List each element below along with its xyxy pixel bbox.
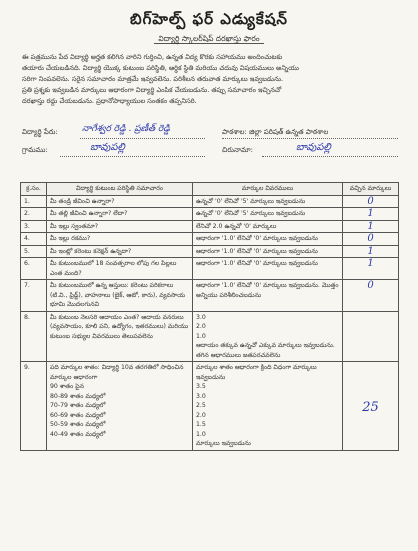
village-label: గ్రామము: xyxy=(22,146,48,154)
row-question: మీ కుటుంబ నెలసరి ఆదాయం ఎంత? ఆదాయ వనరులు (వ్యవసాయం, కూలి పని, ఉద్యోగం, ఇతరములు) మరియు కుటుంబ సభ్యుల వివరములు తెలుపవలెను xyxy=(47,311,193,362)
row-number: 4. xyxy=(21,233,47,246)
row-question: మీ తండ్రి జీవించి ఉన్నారా? xyxy=(47,195,193,208)
table-row xyxy=(21,258,399,280)
village-value: బావుపల్లి xyxy=(90,142,125,153)
row9-range-value: 3.0 xyxy=(196,392,206,400)
row-criteria: ఆధారంగా '1.0' లేనిచో '0' మార్కులు ఇవ్వబడును. మొత్తం అన్నియు పరిశీలించబడును xyxy=(193,280,343,312)
row9-range-label: 90 శాతం పైన xyxy=(50,383,84,390)
form-subtitle-text: విద్యార్థి స్కాలర్‌షిప్ దరఖాస్తు ఫారం xyxy=(154,34,263,44)
row-number: 8. xyxy=(21,311,47,362)
row8-scale-value: 2.0 xyxy=(196,323,206,330)
village-line xyxy=(60,156,205,157)
table-row xyxy=(21,311,399,362)
form-title: బిగ్‌హెల్ప్ ఫర్ ఎడ్యుకేషన్ xyxy=(130,10,288,28)
table-row xyxy=(21,233,399,246)
row9-range-label: 80-89 శాతం మధ్యలో xyxy=(50,392,106,400)
row-question: మీ ఇల్లు స్వంతమా? xyxy=(47,220,193,233)
row-mark-cell xyxy=(343,258,399,280)
address-label: చిరునామా: xyxy=(222,146,254,154)
student-name-label: విద్యార్థి పేరు: xyxy=(22,128,58,136)
row-mark: 0 xyxy=(367,233,374,244)
col-header-number: క్ర.సం. xyxy=(21,183,47,196)
row-question xyxy=(47,362,193,451)
col-header-question: విద్యార్థి కుటుంబ పరిస్థితి సమాచారం xyxy=(47,183,193,196)
row9-range-value: 3.5 xyxy=(196,383,206,390)
row-criteria: లేనిచో 2.0 ఉన్నచో '0' మార్కులు xyxy=(193,220,343,233)
row-number: 9. xyxy=(21,362,47,451)
row-criteria: ఆధారంగా '1.0' లేనిచో '0' మార్కులు ఇవ్వబడును xyxy=(193,258,343,280)
row-number: 2. xyxy=(21,208,47,221)
row8-scale-value: 3.0 xyxy=(196,313,206,321)
intro-paragraph xyxy=(22,52,400,107)
row-mark: 0 xyxy=(367,280,374,291)
row9-range-label: 60-69 శాతం మధ్యలో xyxy=(50,411,106,419)
row-number: 1. xyxy=(21,195,47,208)
intro-line: తయారు చేయబడినది. విద్యార్థి యొక్క కుటుంబ పరిస్థితి, ఆర్థిక స్థితి మరియు చదువు విషయములు అన్నియు xyxy=(22,64,299,73)
row-criteria: ఉన్నచో '0' లేనిచో '5' మార్కులు ఇవ్వబడును xyxy=(193,195,343,208)
table-row xyxy=(21,245,399,258)
table-row xyxy=(21,220,399,233)
col-header-marks: వచ్చిన మార్కులు xyxy=(343,183,399,196)
row9-range-value: 1.5 xyxy=(196,421,206,428)
row-criteria xyxy=(193,362,343,451)
row-number: 3. xyxy=(21,220,47,233)
row-question: మీ కుటుంబములో 18 సంవత్సరాల లోపు గల పిల్లలు ఎంత మంది? xyxy=(47,258,193,280)
row-mark-cell xyxy=(343,220,399,233)
row9-criteria-text: మార్కుల శాతం ఆధారంగా క్రింది విధంగా మార్కులు ఇవ్వబడును xyxy=(196,364,317,381)
col-header-criteria: మార్కుల వివరములు xyxy=(193,183,343,196)
intro-line: సరిగా నింపవలెను. సరైన సమాచారం మాత్రమే ఇవ్వవలెను. పరిశీలన తరువాత మార్కులు ఇవ్వబడును. xyxy=(22,75,284,84)
address-value: బావుపల్లి xyxy=(296,142,331,153)
student-name-line xyxy=(80,138,205,139)
row-mark-cell xyxy=(343,233,399,246)
row9-range-value: 2.5 xyxy=(196,402,206,409)
school-label: పాఠశాల: జిల్లా పరిషత్ ఉన్నత పాఠశాల xyxy=(222,128,329,136)
row-criteria: ఉన్నచో '0' లేనిచో '5' మార్కులు ఇవ్వబడును xyxy=(193,208,343,221)
row-mark: 1 xyxy=(367,220,374,232)
row8-scale-value: 1.0 xyxy=(196,332,206,340)
evaluation-table xyxy=(20,182,399,451)
row8-criteria-text: ఆదాయం తక్కువ ఉన్నచో ఎక్కువ మార్కులు ఇవ్వబడును. తగిన ఆధారములు జతపరచవలెను xyxy=(196,342,335,359)
row-mark-cell xyxy=(343,208,399,221)
row-question: మీ కుటుంబములో ఉన్న ఆస్తులు: కరెంటు పరికరాలు (టి.వి., ఫ్రిడ్జ్), వాహనాలు (బైక్, ఆటో, కారు), వ్యవసాయ భూమి మొదలగునవి xyxy=(47,280,193,312)
form-subtitle xyxy=(0,34,418,45)
row9-criteria-right: మార్కులు ఇవ్వబడును xyxy=(196,440,251,447)
row-question: మీ ఇంట్లో కరెంటు కనెక్షన్ ఉన్నదా? xyxy=(47,245,193,258)
row-mark: 1 xyxy=(367,208,374,219)
row9-range-value: 2.0 xyxy=(196,411,206,419)
student-name-value: నాగేశ్వర రెడ్డి . ప్రణీత్ రెడ్డి xyxy=(82,124,170,134)
table-row xyxy=(21,362,399,451)
row-question: మీ ఇల్లు రకము? xyxy=(47,233,193,246)
table-row xyxy=(21,195,399,208)
row-number: 5. xyxy=(21,245,47,258)
row-mark-cell xyxy=(343,280,399,312)
row-mark-cell xyxy=(343,362,399,451)
row9-range-value: 1.0 xyxy=(196,430,206,438)
intro-line: ప్రతి ప్రశ్నకు ఇవ్వబడిన మార్కులు ఆధారంగా విద్యార్థి ఎంపిక చేయబడును. తప్పు సమాచారం ఇచ్చినచో xyxy=(22,86,282,95)
intro-line: ఈ పత్రమును పేద విద్యార్థి అర్హత కలిగిన వారిని గుర్తించి, ఉన్నత విద్య కొరకు సహాయము అందించుటకు xyxy=(22,53,283,61)
row-mark: 0 xyxy=(367,195,374,207)
row9-range-label: 40-49 శాతం మధ్యలో xyxy=(50,430,106,438)
address-line xyxy=(262,156,398,157)
row-criteria: ఆధారంగా '1.0' లేనిచో '0' మార్కులు ఇవ్వబడును xyxy=(193,245,343,258)
row-mark-cell xyxy=(343,245,399,258)
row-criteria: ఆధారంగా '1.0' లేనిచో '0' మార్కులు ఇవ్వబడును xyxy=(193,233,343,246)
row-mark-total: 25 xyxy=(362,400,379,415)
row-mark-cell xyxy=(343,311,399,362)
row-number: 7. xyxy=(21,280,47,312)
row-question: మీ తల్లి జీవించి ఉన్నారా? లేదా? xyxy=(47,208,193,221)
row-number: 6. xyxy=(21,258,47,280)
intro-line: దరఖాస్తు రద్దు చేయబడును. ప్రధానోపాధ్యాయుల సంతకం తప్పనిసరి. xyxy=(22,97,197,106)
row-mark-cell xyxy=(343,195,399,208)
row-criteria xyxy=(193,311,343,362)
table-header-row xyxy=(21,183,399,196)
row-mark: 1 xyxy=(367,245,374,257)
row9-question-text: పది మార్కుల శాతం: విద్యార్థి 10వ తరగతిలో సాధించిన మార్కుల ఆధారంగా xyxy=(50,364,184,381)
school-line xyxy=(222,138,398,139)
row9-range-label: 70-79 శాతం మధ్యలో xyxy=(50,402,106,409)
table-row xyxy=(21,280,399,312)
table-row xyxy=(21,208,399,221)
row9-range-label: 50-59 శాతం మధ్యలో xyxy=(50,421,106,428)
row-mark: 1 xyxy=(367,258,374,269)
